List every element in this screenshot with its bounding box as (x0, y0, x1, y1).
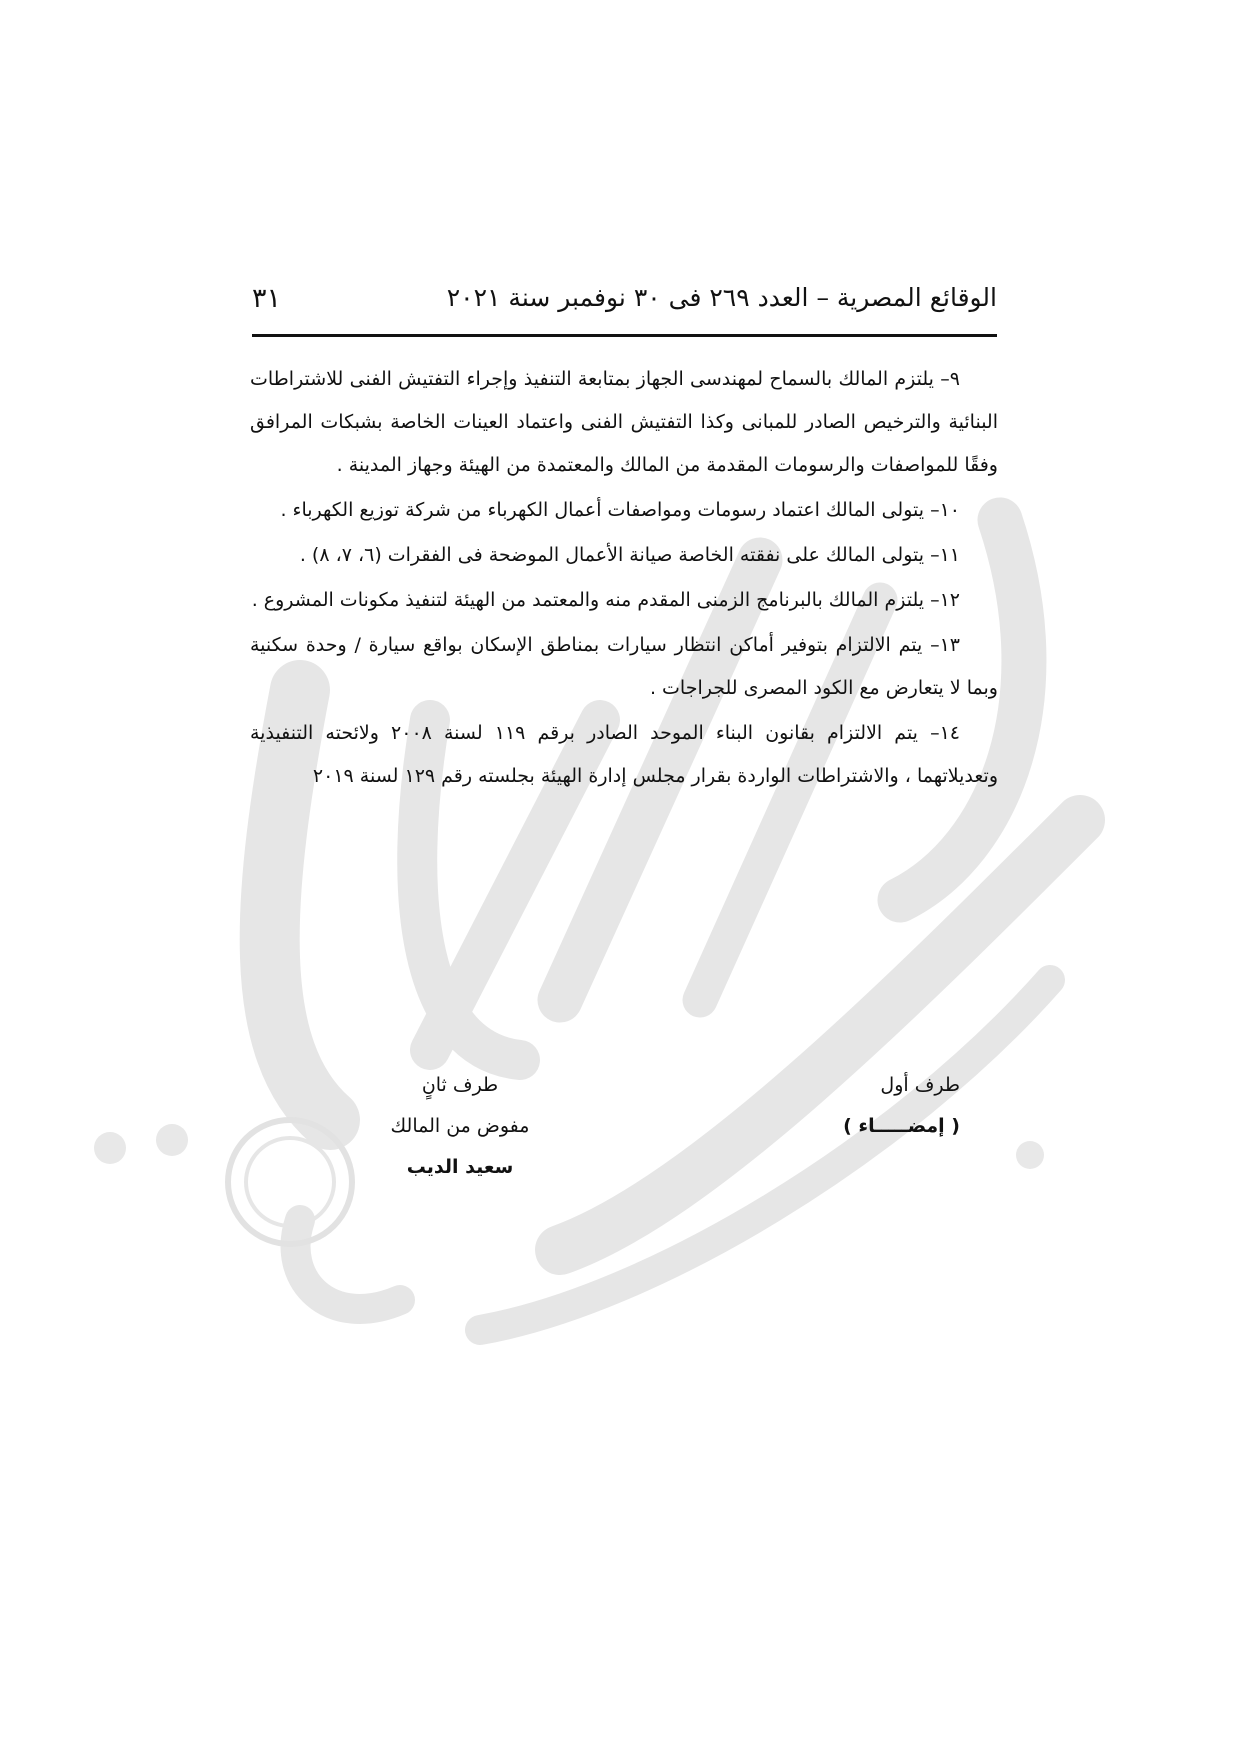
first-party-signature-mark: ( إمضـــــاء ) (843, 1115, 960, 1137)
page-number: ٣١ (252, 283, 282, 314)
second-party-name: سعيد الديب (406, 1156, 514, 1178)
first-party-title: طرف أول (880, 1074, 960, 1096)
page-header (252, 283, 997, 323)
seal-circle (228, 1120, 352, 1244)
paragraph-14: ١٤– يتم الالتزام بقانون البناء الموحد الصادر برقم ١١٩ لسنة ٢٠٠٨ ولائحته التنفيذية وتعديلاتهما ، والاشتراطات الواردة بقرار مجلس إدارة الهيئة بجلسته رقم ١٢٩ لسنة ٢٠١٩ (250, 722, 998, 787)
second-party-title: طرف ثانٍ (421, 1074, 499, 1096)
header-divider (252, 334, 997, 337)
paragraph-13: ١٣– يتم الالتزام بتوفير أماكن انتظار سيارات بمناطق الإسكان بواقع سيارة / وحدة سكنية وبما لا يتعارض مع الكود المصرى للجراجات . (250, 634, 998, 699)
second-party-role: مفوض من المالك (390, 1115, 530, 1137)
paragraph-11: ١١– يتولى المالك على نفقته الخاصة صيانة الأعمال الموضحة فى الفقرات (٦، ٧، ٨) . (299, 544, 960, 566)
paragraph-10: ١٠– يتولى المالك اعتماد رسومات ومواصفات أعمال الكهرباء من شركة توزيع الكهرباء . (280, 499, 960, 521)
paragraph-9: ٩– يلتزم المالك بالسماح لمهندسى الجهاز بمتابعة التنفيذ وإجراء التفتيش الفنى للاشتراطات البنائية والترخيص الصادر للمبانى وكذا التفتيش الفنى واعتماد العينات الخاصة بشبكات المرافق وفقًا للمواصفات والرسومات المقدمة من المالك والمعتمدة من الهيئة وجهاز المدينة . (250, 368, 998, 476)
paragraph-12: ١٢– يلتزم المالك بالبرنامج الزمنى المقدم منه والمعتمد من الهيئة لتنفيذ مكونات المشروع . (251, 589, 960, 611)
first-party-signature (760, 1065, 960, 1147)
document-body (250, 358, 998, 800)
second-party-signature (360, 1065, 560, 1188)
running-title: الوقائع المصرية – العدد ٢٦٩ فى ٣٠ نوفمبر سنة ٢٠٢١ (446, 283, 997, 312)
